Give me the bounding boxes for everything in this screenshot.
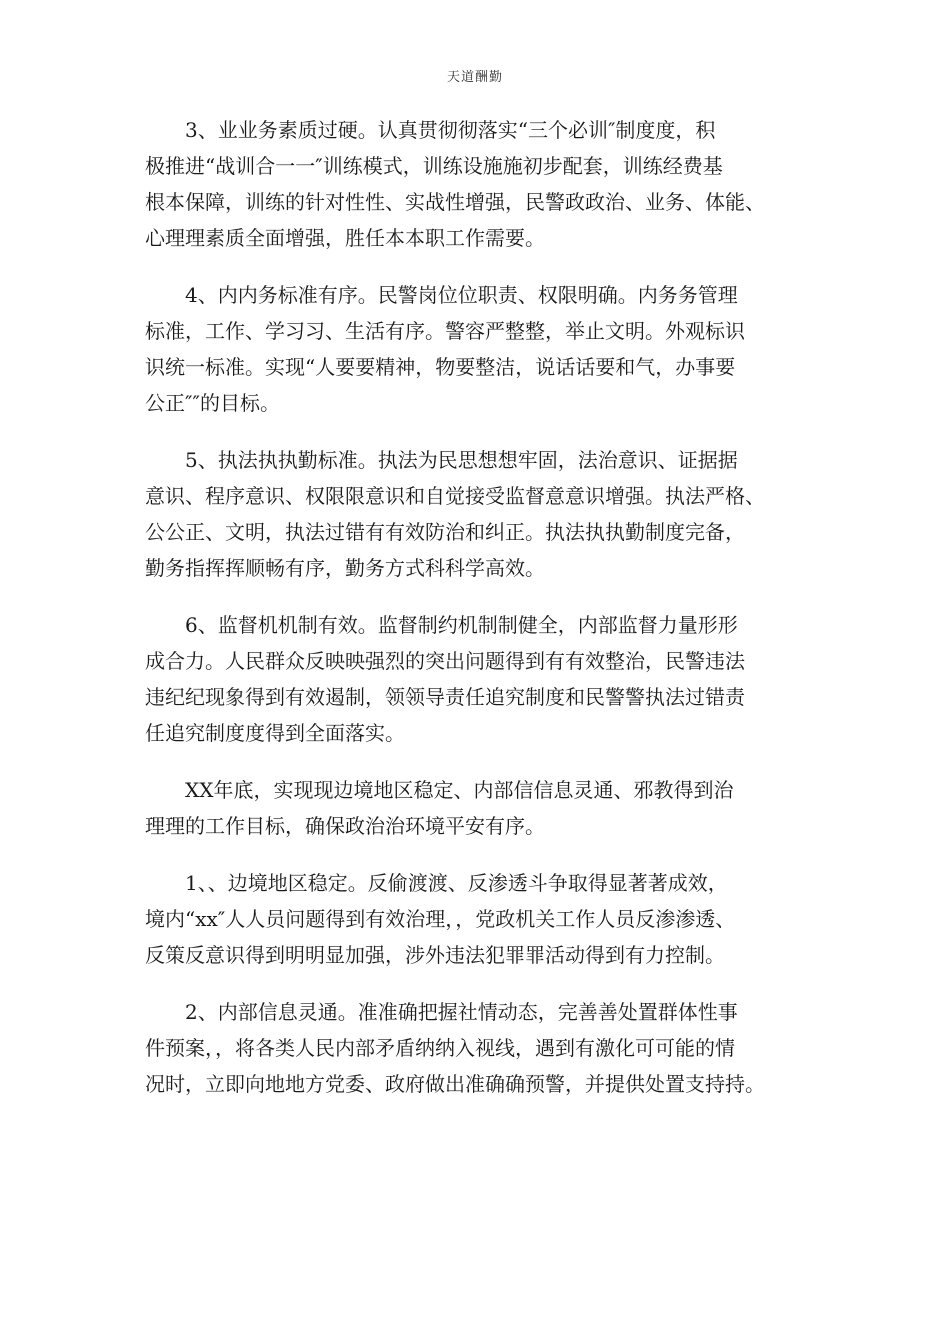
- paragraph-line: 公正″″的目标。: [145, 391, 280, 415]
- paragraph-line: 违纪纪现象得到有效遏制，领领导责任追究制度和民警警执法过错责: [145, 685, 745, 709]
- paragraph-line: 成合力。人民群众反映映强烈的突出问题得到有有效整治，民警违法: [145, 649, 745, 673]
- paragraph-line: 极推进“战训合一一″训练模式，训练设施施初步配套，训练经费基: [145, 154, 723, 178]
- paragraph-line: 识统一标准。实现“人要要精神，物要整洁，说话话要和气，办事要: [145, 355, 736, 379]
- paragraph-7: [145, 994, 809, 1102]
- paragraph-line: 况时，立即向地地方党委、政府做出准确确预警，并提供处置支持持。: [145, 1072, 765, 1096]
- paragraph-line: 意识、程序意识、权限限意识和自觉接受监督意意识增强。执法严格、: [145, 484, 765, 508]
- paragraph-line: 勤务指挥挥顺畅有序，勤务方式科科学高效。: [145, 556, 545, 580]
- paragraph-line: 反策反意识得到明明显加强，涉外违法犯罪罪活动得到有力控制。: [145, 943, 725, 967]
- paragraph-line: 件预案，，将各类人民内部矛盾纳纳入视线，遇到有激化可可能的情: [145, 1036, 735, 1060]
- paragraph-line: 境内“xx″人人员问题得到有效治理，，党政机关工作人员反渗渗透、: [145, 907, 736, 931]
- paragraph-line: 5、执法执执勤标准。执法为民思想想牢固，法治意识、证据据: [185, 448, 738, 472]
- paragraph-line: 6、监督机机制有效。监督制约机制制健全，内部监督力量形形: [185, 613, 738, 637]
- page-header: 天道酬勤: [446, 70, 503, 85]
- paragraph-line: 4、内内务标准有序。民警岗位位职责、权限明确。内务务管理: [185, 283, 738, 307]
- paragraph-4: [145, 607, 809, 751]
- paragraph-3: [145, 442, 809, 586]
- paragraph-line: 标准，工作、学习习、生活有序。警容严整整，举止文明。外观标识: [145, 319, 745, 343]
- paragraph-1: [145, 112, 809, 256]
- paragraph-line: 2、内部信息灵通。准准确把握社情动态，完善善处置群体性事: [185, 1000, 738, 1024]
- paragraph-6: [145, 865, 809, 973]
- paragraph-line: 1、、边境地区稳定。反偷渡渡、反渗透斗争取得显著著成效，: [185, 871, 728, 895]
- paragraph-line: XX年底，实现现边境地区稳定、内部信信息灵通、邪教得到治: [185, 778, 734, 802]
- paragraph-line: 心理理素质全面增强，胜任本本职工作需要。: [145, 226, 545, 250]
- paragraph-line: 理理的工作目标，确保政治治环境平安有序。: [145, 814, 545, 838]
- document-body: [145, 112, 809, 1123]
- paragraph-line: 根本保障，训练的针对性性、实战性增强，民警政政治、业务、体能、: [145, 190, 765, 214]
- paragraph-line: 公公正、文明，执法过错有有效防治和纠正。执法执执勤制度完备，: [145, 520, 745, 544]
- paragraph-line: 3、业业务素质过硬。认真贯彻彻落实“三个必训″制度度，积: [185, 118, 716, 142]
- paragraph-2: [145, 277, 809, 421]
- paragraph-5: [145, 772, 809, 844]
- paragraph-line: 任追究制度度得到全面落实。: [145, 721, 405, 745]
